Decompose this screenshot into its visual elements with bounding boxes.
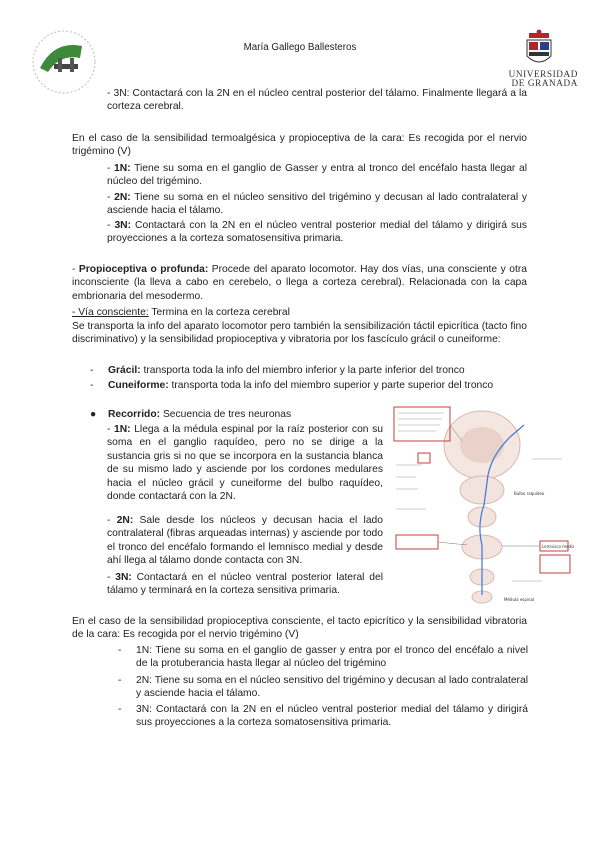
s3-3n-text: Contactará en el núcleo ventral posterior lateral del tálamo y terminará en la corteza sensitiva primaria. <box>107 572 383 597</box>
s3-3n-label: 3N: <box>115 572 132 583</box>
propioceptiva-label: Propioceptiva o profunda: <box>78 264 209 275</box>
s3-1n-text: Llega a la médula espinal por la raíz posterior con su soma en el ganglio raquídeo, pero no se dirige a la sustancia gris si no que se incorpora en la sustancia blanca de su mismo lado y asciende por los cordones medulares hacia el núcleo grácil y cuneiforme del bulbo raquídeo, donde contactará con la 2N. <box>107 424 383 503</box>
figure-label-lemnisco: Lemnisco medial <box>542 544 574 549</box>
dash-bullet: - <box>90 380 94 391</box>
s4-intro: En el caso de la sensibilidad propioceptiva consciente, el tacto epicrítico y la sensibilidad vibratoria de la cara: Es recogida por el nervio trigémino (V) <box>72 616 527 641</box>
s1-intro: En el caso de la sensibilidad termoalgésica y propioceptiva de la cara: Es recogida por el nervio trigémino (V) <box>72 133 527 158</box>
recorrido-label: Recorrido: <box>108 409 161 420</box>
s3-2n-text: Sale desde los núcleos y decusan hacia el lado contralateral (fibras arqueadas internas) y asciende por todo el tronco del encéfalo formando el lemnisco medial y desde ahí llega al tálamo donde contacta con 3N. <box>107 515 383 567</box>
recorrido-text: Secuencia de tres neuronas <box>160 409 292 420</box>
gracil-label: Grácil: <box>108 365 141 376</box>
s1-1n-paragraph: - 1N: Tiene su soma en el ganglio de Gasser y entra al tronco del encéfalo hasta llegar al núcleo del trigémino. <box>107 163 527 188</box>
s3-2n-paragraph: - 2N: Sale desde los núcleos y decusan hacia el lado contralateral (fibras arqueadas internas) y asciende por todo el tronco del encéfalo formando el lemnisco medial y desde ahí llega al tálamo donde contacta con 3N. <box>107 515 383 567</box>
s1-3n-paragraph: - 3N: Contactará con la 2N en el núcleo central posterior del tálamo. Finalmente llegará a la corteza cerebral. <box>107 88 527 113</box>
lemnisco-medial-diagram <box>392 405 574 605</box>
propioceptiva-paragraph: - Propioceptiva o profunda: Procede del aparato locomotor. Hay dos vías, una consciente y otra inconsciente (la lleva a cabo en cerebelo, o llega a corteza cerebral). Relacionada con la capa embrionaria del mesodermo. <box>72 264 527 302</box>
transport-paragraph: Se transporta la info del aparato locomotor pero también la sensibilización táctil epicrítica (tacto fino discriminativo) y la sensibilidad propioceptiva y vibratoria por los fascículo grácil o cuneiforme: <box>72 321 527 346</box>
s3-2n-label: 2N: <box>116 515 134 526</box>
gracil-text: transporta toda la info del miembro inferior y la parte inferior del tronco <box>140 365 465 376</box>
s1-3n-label: 3N: <box>114 220 132 231</box>
s3-3n-paragraph: - 3N: Contactará en el núcleo ventral posterior lateral del tálamo y terminará en la corteza sensitiva primaria. <box>107 572 383 597</box>
crest-icon <box>498 28 578 70</box>
s1-2n-text: Tiene su soma en el núcleo sensitivo del trigémino y decusan al lado contralateral y asciende hacia el tálamo. <box>107 192 527 217</box>
s4-item-3n-text: 3N: Contactará con la 2N en el núcleo ventral posterior medial del tálamo y dirigirá sus proyecciones a la corteza somatosensitiva primaria. <box>136 704 528 729</box>
s1-3n-text: Contactará con la 2N en el núcleo ventral posterior medial del tálamo y dirigirá sus proyecciones a la corteza somatosensitiva primaria. <box>107 220 527 245</box>
s1-1n-label: 1N: <box>114 163 131 174</box>
university-logo-left <box>30 28 98 96</box>
s1-1n-text: Tiene su soma en el ganglio de Gasser y entra al tronco del encéfalo hasta llegar al núcleo del trigémino. <box>107 163 527 188</box>
dash-bullet: - <box>118 645 122 656</box>
via-consciente-line <box>72 306 527 319</box>
s3-1n-paragraph: - 1N: Llega a la médula espinal por la raíz posterior con su soma en el ganglio raquídeo, pero no se dirige a la sustancia gris si no que se incorpora en la sustancia blanca de su mismo lado y asciende por los cordones medulares hacia el núcleo grácil y cuneiforme del bulbo raquídeo, donde contactará con la 2N. <box>107 424 383 503</box>
s3-1n-label: 1N: <box>114 424 131 435</box>
dash-bullet: - <box>118 704 122 715</box>
header-author: María Gallego Ballesteros <box>243 42 357 53</box>
gracil-item <box>90 364 530 377</box>
cuneiforme-item <box>90 379 530 392</box>
s4-item-2n-text: 2N: Tiene su soma en el núcleo sensitivo del trigémino y decusan al lado contralateral y asciende hacia el tálamo. <box>136 675 528 700</box>
s1-2n-label: 2N: <box>114 192 131 203</box>
recorrido-item <box>90 408 390 421</box>
figure-label-bulbo: Bulbo raquídeo <box>514 491 545 496</box>
dash-bullet: - <box>90 365 94 376</box>
propioceptiva-text: Procede del aparato locomotor. Hay dos vías, una consciente y otra inconsciente (la lleva a cabo en cerebelo, o llega a corteza cerebral). Relacionada con la capa embrionaria del mesodermo. <box>72 264 527 302</box>
university-name-line1: UNIVERSIDAD <box>508 69 578 79</box>
cuneiforme-text: transporta toda la info del miembro superior y parte superior del tronco <box>168 380 494 391</box>
s1-2n-paragraph: - 2N: Tiene su soma en el núcleo sensitivo del trigémino y decusan al lado contralateral y asciende hacia el tálamo. <box>107 192 527 217</box>
via-consciente-label: - Vía consciente: <box>72 307 149 318</box>
figure-label-medula: Médula espinal <box>504 597 535 602</box>
dot-bullet: ● <box>90 409 97 420</box>
dash-bullet: - <box>118 675 122 686</box>
s4-item-2n <box>118 674 528 701</box>
s4-item-1n <box>118 644 528 671</box>
cuneiforme-label: Cuneiforme: <box>108 380 169 391</box>
via-consciente-text: Termina en la corteza cerebral <box>148 307 290 318</box>
s4-item-3n <box>118 703 528 730</box>
university-of-granada-logo <box>498 28 578 92</box>
university-name-line2: DE GRANADA <box>511 77 578 88</box>
s1-3n-paragraph-trigemino: - 3N: Contactará con la 2N en el núcleo ventral posterior medial del tálamo y dirigirá sus proyecciones a la corteza somatosensitiva primaria. <box>107 220 527 245</box>
s4-item-1n-text: 1N: Tiene su soma en el ganglio de gasser y entra por el tronco del encéfalo a nivel de la protuberancia hasta llegar al núcleo del trigémino <box>136 645 528 670</box>
